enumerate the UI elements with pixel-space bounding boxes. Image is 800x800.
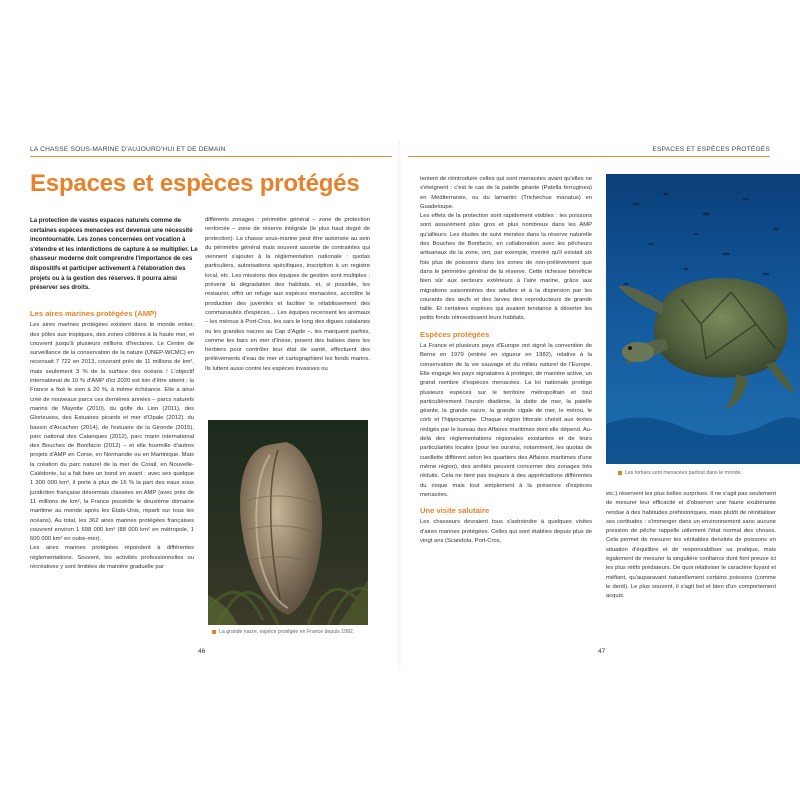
col1-paragraph-2: Les aires marines protégées répondent à différentes réglementations. Souvent, les activités professionnelles ou récréatives y sont limitées de manière graduelle par (30, 545, 194, 571)
subhead-especes-protegees: Espèces protégées (420, 329, 490, 339)
gutter-shadow (398, 140, 402, 670)
header-rule-right (408, 156, 770, 157)
header-rule-left (30, 156, 392, 157)
sea-turtle-illustration (606, 174, 800, 464)
page-title (30, 170, 359, 198)
col1-paragraph-1: Les aires marines protégées existent dans le monde entier, des pôles aux tropiques, des zones côtières à la haute mer, et couvrent jusqu'à plusieurs millions d'hectares. Le Centre de surveillance de la conservation de la nature (UNEP-WCMC) en recensait 7 722 en 2013, couvrant près de 11 millions de km², mais seulement 3 % de la surface des océans ! L'objectif international de 10 % d'AMP d'ici 2020 est loin d'être atteint ; la France a fixé le sien à 20 %, à même échéance. Elle a ainsi créé de nouveaux parcs ces dernières années – parcs naturels marins de Mayotte (2010), du golfe du Lion (2011), des Glorieuses, des Estuaires picards et mer d'Opale (2012), du bassin d'Arcachon (2014), de l'estuaire de la Gironde (2015), parc national des Calanques (2012), parc marin international des Bouches de Bonifacio (2012) – et elle fourmille d'autres projets d'AMP en Corse, en Normandie ou en Martinique. Mais la création du parc naturel de la mer de Corail, en Nouvelle-Calédonie, lui a fait faire un bond en avant : avec ses quelque 1 300 000 km², il porte à plus de 16 % la part des eaux sous juridiction française désormais classées en AMP (avec près de 11 millions de km², la France possède le deuxième domaine maritime au monde après les États-Unis, réparti sur tous les océans). Au total, les 362 aires marines protégées françaises couvrent environ 1 698 000 km² (88 000 km² en métropole, 1 600 000 km² en outre-mer). (30, 322, 194, 543)
col2-paragraph: différents zonages : périmètre général – zone de protection renforcée – zone de réserve intégrale (le plus haut degré de protection). La chasse sous-marine peut être autorisée au sein du périmètre général mais souvent assortie de contraintes qui viennent s'ajouter à la réglementation nationale : quotas particuliers, autorisations spécifiques, inscription à un registre local, etc. Les missions des équipes de gestion sont multiples : prévenir la dégradation des habitats, et, si possible, les restaurer, offrir un refuge aux espèces menacées, accroître la production des juvéniles et faciliter le rétablissement des communautés d'espèces… Les équipes recensent les animaux – les mérous à Port-Cros, les sars le long des digues catalanes ou les grandes nacres au Cap d'Agde –, les marquent parfois, comme les bars en mer d'Iroise, posent des balises dans les herbiers pour contrôler leur état de santé, effectuent des prélèvements d'eau de mer et cartographient les fonds marins. Ils luttent aussi contre les espèces invasives ou (205, 217, 370, 372)
column-1 (30, 309, 194, 572)
intro-paragraph: La protection de vastes espaces naturels comme de certaines espèces menacées est devenue une nécessité incontournable. Les zones concernées ont vocation à s'étendre et les interdictions de capture à se multiplier. Le chasseur moderne doit comprendre l'importance de ces dispositifs et participer activement à l'élaboration des projets ou à la gestion des réserves. Il pourra ainsi préserver ses droits. (30, 217, 198, 292)
subhead-amp: Les aires marines protégées (AMP) (30, 309, 157, 318)
title-conjunction: et (126, 170, 160, 197)
caption-grande-nacre (212, 629, 372, 635)
title-part-1: Espaces (30, 170, 127, 197)
caption-sea-turtle (618, 470, 798, 476)
col3-paragraph-1: tentent de réintroduire celles qui sont menacées avant qu'elles ne s'éteignent : c'est le cas de la patelle géante (Patella ferruginea) en Méditerranée, ou du lamantin (Trichechus manatus) en Guadeloupe. (420, 176, 592, 210)
column-2 (205, 216, 370, 374)
page-number-left: 46 (198, 648, 206, 655)
column-3 (420, 175, 592, 546)
title-part-2: espèces protégés (159, 170, 360, 197)
subhead-visite-salutaire: Une visite salutaire (420, 506, 490, 516)
caption-sea-turtle-text: Les tortues sont menacées partout dans le monde. (625, 470, 742, 476)
col3-paragraph-4: Les chasseurs devraient tous s'astreindre à quelques visites d'aires marines protégées. Celles qui sont établies depuis plus de vingt ans (Scandola, Port-Cros, (420, 519, 592, 544)
photo-sea-turtle (606, 174, 800, 464)
col3-paragraph-3: La France et plusieurs pays d'Europe ont signé la convention de Berne en 1979 (entrée en vigueur en 1982), relative à la conservation de la vie sauvage et du milieu naturel de l'Europe. Elle engage les pays signataires à protéger, de manière active, un grand nombre d'espèces menacées. La loi nationale protège plusieurs espèces sur le territoire métropolitain et tout particulièrement l'oursin diadème, la datte de mer, la patelle géante, la grande nacre, la grande cigale de mer, le mérou, le corb et l'hippocampe. Chaque région littorale choisit aux textes rédigés par le bureau des Affaires maritimes dont elle dépend. Au-delà des réglementations régionales existantes et de leurs particularités locales (pour les oursins, notamment, les quotas de cueillette diffèrent selon les quartiers des Affaires maritimes d'une même région), des arrêtés peuvent concerner des zonages très réduits. Cela ne tient pas toujours à des appréciations différentes du risque mais tout simplement à la présence d'espèces menacées. (420, 343, 592, 498)
col3-paragraph-2: Les effets de la protection sont rapidement visibles : les poissons sont assurément plus gros et plus nombreux dans les AMP qu'ailleurs. Les études de suivi menées dans la réserve naturelle des Bouches de Bonifacio, en collaboration avec les pêcheurs artisanaux de la zone, ont, par exemple, montré qu'il existait six fois plus de poissons dans les zones de non-prélèvement que dans le périmètre général de la réserve. Cette richesse bénéficie bien sûr aux secteurs extérieurs à l'aire marine, grâce aux migrations saisonnières des adultes et à la dispersion par les courants des œufs et des larves des reproducteurs de grande taille. Et certaines espèces qui avaient tendance à déserter les petits fonds réinvestissent leurs habitats. (420, 213, 592, 322)
photo-grande-nacre (208, 420, 368, 625)
caption-marker (212, 630, 216, 634)
grande-nacre-illustration (208, 420, 368, 625)
col4-paragraph: etc.) réservent les plus belles surprises. Il ne s'agit pas seulement de mesurer leur efficacité et d'observer une faune exubérante rendue à des habitudes préhistoriques, mais plutôt de réinitialiser ses certitudes : s'immerger dans un environnement sans aucune pression de pêche rappelle utilement l'état normal des choses. Cela permet de mesurer les véritables densités de poissons en situation d'équilibre et de responsabiliser sa pratique, mais également de mesurer la singulière confiance dont font preuve ici les plus rétifs prédateurs. De quoi relativiser le caractère fuyant et méfiant, qu'auparavant naturellement certains poissons (comme le denti). Le plus souvent, il s'agit bel et bien d'un comportement acquis. (606, 491, 777, 600)
column-4 (606, 490, 776, 602)
running-head-right: ESPACES ET ESPÈCES PROTÉGÉS (652, 146, 770, 153)
caption-grande-nacre-text: La grande nacre, espèce protégée en France depuis 1992. (219, 629, 355, 635)
running-head-left: LA CHASSE SOUS-MARINE D'AUJOURD'HUI ET DE DEMAIN (30, 146, 226, 153)
page-number-right: 47 (598, 648, 606, 655)
caption-marker (618, 471, 622, 475)
